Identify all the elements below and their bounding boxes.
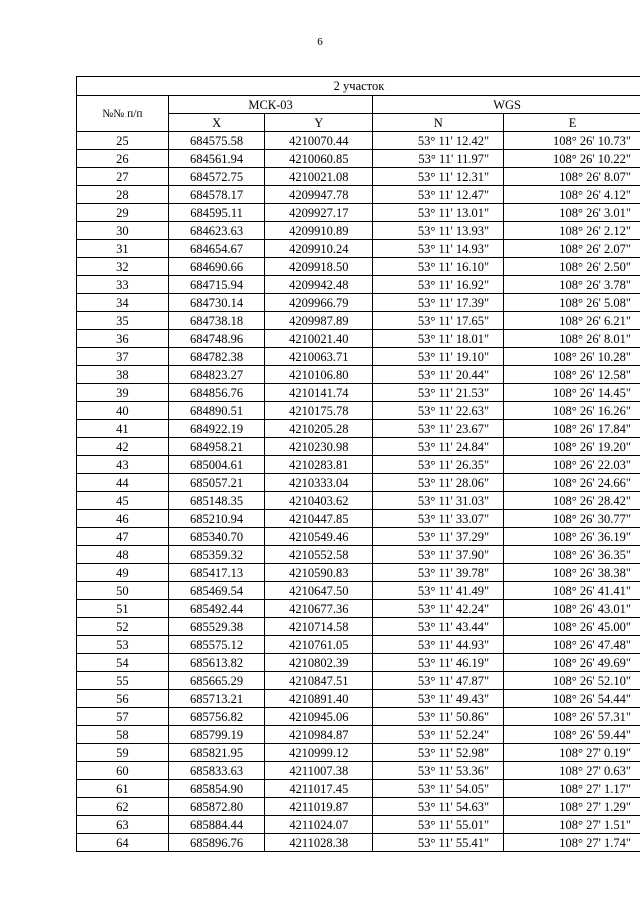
table-row [77,312,640,330]
y-value: 4209942.48 [265,276,373,294]
point-number: 48 [77,546,169,564]
point-number: 52 [77,618,169,636]
point-number: 63 [77,816,169,834]
table-row [77,654,640,672]
table-row [77,762,640,780]
e-value: 108° 26' 30.77" [504,510,640,528]
y-value: 4209927.17 [265,204,373,222]
point-number: 47 [77,528,169,546]
n-value: 53° 11' 13.01" [373,204,504,222]
e-value: 108° 26' 5.08" [504,294,640,312]
e-value: 108° 26' 59.44" [504,726,640,744]
x-value: 685665.29 [168,672,264,690]
x-value: 684595.11 [168,204,264,222]
table-row [77,744,640,762]
e-value: 108° 26' 43.01" [504,600,640,618]
point-number: 53 [77,636,169,654]
table-row [77,456,640,474]
point-number: 42 [77,438,169,456]
n-value: 53° 11' 39.78" [373,564,504,582]
table-row [77,366,640,384]
n-value: 53° 11' 17.39" [373,294,504,312]
e-value: 108° 26' 10.28" [504,348,640,366]
e-value: 108° 26' 16.26" [504,402,640,420]
y-value: 4210060.85 [265,150,373,168]
n-value: 53° 11' 37.90" [373,546,504,564]
y-value: 4209918.50 [265,258,373,276]
n-value: 53° 11' 37.29" [373,528,504,546]
coordinates-table [76,76,640,852]
n-value: 53° 11' 16.10" [373,258,504,276]
y-value: 4211024.07 [265,816,373,834]
n-value: 53° 11' 46.19" [373,654,504,672]
y-value: 4210403.62 [265,492,373,510]
point-number: 41 [77,420,169,438]
e-value: 108° 26' 22.03" [504,456,640,474]
y-value: 4210447.85 [265,510,373,528]
n-value: 53° 11' 43.44" [373,618,504,636]
table-row [77,834,640,852]
table-row [77,474,640,492]
n-value: 53° 11' 21.53" [373,384,504,402]
point-number: 61 [77,780,169,798]
e-value: 108° 26' 8.07" [504,168,640,186]
e-value: 108° 26' 49.69" [504,654,640,672]
page-number: 6 [317,36,323,48]
y-value: 4210590.83 [265,564,373,582]
x-value: 685359.32 [168,546,264,564]
n-header: N [373,114,504,132]
x-value: 684823.27 [168,366,264,384]
table-row [77,636,640,654]
n-value: 53° 11' 19.10" [373,348,504,366]
n-value: 53° 11' 24.84" [373,438,504,456]
n-value: 53° 11' 12.47" [373,186,504,204]
point-number: 39 [77,384,169,402]
x-value: 685821.95 [168,744,264,762]
e-value: 108° 26' 2.50" [504,258,640,276]
table-row [77,150,640,168]
n-value: 53° 11' 49.43" [373,690,504,708]
point-number: 55 [77,672,169,690]
x-value: 684922.19 [168,420,264,438]
section-title: 2 участок [77,77,640,96]
n-value: 53° 11' 11.97" [373,150,504,168]
n-value: 53° 11' 23.67" [373,420,504,438]
x-value: 685057.21 [168,474,264,492]
point-number: 54 [77,654,169,672]
point-number: 45 [77,492,169,510]
x-value: 684561.94 [168,150,264,168]
e-value: 108° 26' 8.01" [504,330,640,348]
point-number: 43 [77,456,169,474]
table-row [77,600,640,618]
y-value: 4210945.06 [265,708,373,726]
point-number: 34 [77,294,169,312]
x-value: 685469.54 [168,582,264,600]
table-row [77,492,640,510]
y-value: 4210677.36 [265,600,373,618]
y-value: 4210647.50 [265,582,373,600]
table-row [77,528,640,546]
e-value: 108° 26' 24.66" [504,474,640,492]
table-row [77,384,640,402]
table-row [77,186,640,204]
x-value: 684890.51 [168,402,264,420]
e-value: 108° 26' 52.10" [504,672,640,690]
x-value: 684715.94 [168,276,264,294]
table-row [77,618,640,636]
n-value: 53° 11' 55.41" [373,834,504,852]
x-value: 685613.82 [168,654,264,672]
x-value: 684748.96 [168,330,264,348]
e-value: 108° 26' 10.73" [504,132,640,150]
table-row [77,348,640,366]
group-header-row [77,96,640,114]
n-value: 53° 11' 16.92" [373,276,504,294]
point-number: 44 [77,474,169,492]
point-number: 32 [77,258,169,276]
point-number: 57 [77,708,169,726]
y-value: 4210761.05 [265,636,373,654]
e-value: 108° 26' 3.78" [504,276,640,294]
e-value: 108° 27' 0.63" [504,762,640,780]
point-number: 51 [77,600,169,618]
x-value: 685340.70 [168,528,264,546]
e-value: 108° 27' 0.19" [504,744,640,762]
x-value: 684782.38 [168,348,264,366]
table-row [77,420,640,438]
x-value: 685575.12 [168,636,264,654]
n-value: 53° 11' 26.35" [373,456,504,474]
e-value: 108° 26' 54.44" [504,690,640,708]
n-value: 53° 11' 31.03" [373,492,504,510]
table-row [77,258,640,276]
e-value: 108° 26' 41.41" [504,582,640,600]
n-value: 53° 11' 20.44" [373,366,504,384]
n-value: 53° 11' 47.87" [373,672,504,690]
point-number: 38 [77,366,169,384]
x-value: 685004.61 [168,456,264,474]
n-value: 53° 11' 53.36" [373,762,504,780]
point-number: 64 [77,834,169,852]
wgs-header: WGS [373,96,640,114]
x-value: 684578.17 [168,186,264,204]
table-row [77,672,640,690]
point-number: 35 [77,312,169,330]
n-value: 53° 11' 42.24" [373,600,504,618]
x-value: 685417.13 [168,564,264,582]
e-value: 108° 26' 2.07" [504,240,640,258]
n-value: 53° 11' 17.65" [373,312,504,330]
n-value: 53° 11' 44.93" [373,636,504,654]
e-header: E [504,114,640,132]
x-value: 685854.90 [168,780,264,798]
point-number: 28 [77,186,169,204]
table-row [77,546,640,564]
point-number: 26 [77,150,169,168]
y-value: 4211028.38 [265,834,373,852]
x-value: 685756.82 [168,708,264,726]
y-value: 4210999.12 [265,744,373,762]
point-number: 56 [77,690,169,708]
table-row [77,402,640,420]
point-number: 29 [77,204,169,222]
y-value: 4210175.78 [265,402,373,420]
n-value: 53° 11' 52.24" [373,726,504,744]
x-value: 685896.76 [168,834,264,852]
y-value: 4210714.58 [265,618,373,636]
x-value: 685833.63 [168,762,264,780]
y-value: 4210552.58 [265,546,373,564]
n-value: 53° 11' 55.01" [373,816,504,834]
e-value: 108° 27' 1.74" [504,834,640,852]
point-number: 25 [77,132,169,150]
e-value: 108° 26' 3.01" [504,204,640,222]
y-value: 4209966.79 [265,294,373,312]
y-value: 4211019.87 [265,798,373,816]
e-value: 108° 26' 36.35" [504,546,640,564]
point-number: 30 [77,222,169,240]
y-value: 4210283.81 [265,456,373,474]
n-value: 53° 11' 28.06" [373,474,504,492]
y-value: 4210802.39 [265,654,373,672]
e-value: 108° 26' 47.48" [504,636,640,654]
x-value: 684730.14 [168,294,264,312]
section-title-row [77,77,640,96]
e-value: 108° 26' 10.22" [504,150,640,168]
x-value: 684575.58 [168,132,264,150]
e-value: 108° 26' 36.19" [504,528,640,546]
table-row [77,222,640,240]
x-value: 684572.75 [168,168,264,186]
e-value: 108° 27' 1.29" [504,798,640,816]
table-row [77,564,640,582]
row-number-header: №№ п/п [77,96,169,132]
e-value: 108° 26' 2.12" [504,222,640,240]
y-value: 4210021.08 [265,168,373,186]
table-row [77,132,640,150]
e-value: 108° 26' 19.20" [504,438,640,456]
e-value: 108° 26' 38.38" [504,564,640,582]
x-value: 684856.76 [168,384,264,402]
e-value: 108° 26' 57.31" [504,708,640,726]
table-row [77,780,640,798]
y-value: 4210205.28 [265,420,373,438]
y-value: 4210549.46 [265,528,373,546]
x-value: 684654.67 [168,240,264,258]
table-row [77,438,640,456]
x-value: 684623.63 [168,222,264,240]
x-value: 685799.19 [168,726,264,744]
y-value: 4211017.45 [265,780,373,798]
point-number: 60 [77,762,169,780]
x-value: 685872.80 [168,798,264,816]
n-value: 53° 11' 14.93" [373,240,504,258]
y-value: 4210984.87 [265,726,373,744]
point-number: 27 [77,168,169,186]
y-value: 4210847.51 [265,672,373,690]
point-number: 49 [77,564,169,582]
n-value: 53° 11' 33.07" [373,510,504,528]
table-row [77,510,640,528]
e-value: 108° 26' 14.45" [504,384,640,402]
point-number: 40 [77,402,169,420]
point-number: 46 [77,510,169,528]
n-value: 53° 11' 18.01" [373,330,504,348]
table-row [77,816,640,834]
point-number: 37 [77,348,169,366]
table-row [77,798,640,816]
e-value: 108° 26' 4.12" [504,186,640,204]
table-row [77,294,640,312]
table-row [77,690,640,708]
n-value: 53° 11' 54.63" [373,798,504,816]
e-value: 108° 26' 6.21" [504,312,640,330]
point-number: 59 [77,744,169,762]
y-header: Y [265,114,373,132]
table-row [77,582,640,600]
y-value: 4210891.40 [265,690,373,708]
table-row [77,168,640,186]
n-value: 53° 11' 52.98" [373,744,504,762]
x-value: 684738.18 [168,312,264,330]
coordinates-table-body [77,77,640,852]
n-value: 53° 11' 50.86" [373,708,504,726]
e-value: 108° 26' 12.58" [504,366,640,384]
e-value: 108° 27' 1.51" [504,816,640,834]
x-header: X [168,114,264,132]
table-row [77,708,640,726]
y-value: 4210063.71 [265,348,373,366]
table-row [77,240,640,258]
e-value: 108° 26' 28.42" [504,492,640,510]
point-number: 33 [77,276,169,294]
table-row [77,726,640,744]
y-value: 4211007.38 [265,762,373,780]
x-value: 685210.94 [168,510,264,528]
x-value: 685529.38 [168,618,264,636]
n-value: 53° 11' 22.63" [373,402,504,420]
x-value: 684690.66 [168,258,264,276]
y-value: 4210230.98 [265,438,373,456]
y-value: 4210333.04 [265,474,373,492]
n-value: 53° 11' 41.49" [373,582,504,600]
n-value: 53° 11' 12.42" [373,132,504,150]
x-value: 684958.21 [168,438,264,456]
table-row [77,330,640,348]
point-number: 58 [77,726,169,744]
e-value: 108° 27' 1.17" [504,780,640,798]
y-value: 4209910.24 [265,240,373,258]
n-value: 53° 11' 13.93" [373,222,504,240]
y-value: 4209947.78 [265,186,373,204]
x-value: 685148.35 [168,492,264,510]
y-value: 4209987.89 [265,312,373,330]
x-value: 685492.44 [168,600,264,618]
y-value: 4210141.74 [265,384,373,402]
point-number: 36 [77,330,169,348]
n-value: 53° 11' 54.05" [373,780,504,798]
n-value: 53° 11' 12.31" [373,168,504,186]
y-value: 4210021.40 [265,330,373,348]
table-row [77,204,640,222]
table-row [77,276,640,294]
point-number: 31 [77,240,169,258]
y-value: 4209910.89 [265,222,373,240]
point-number: 50 [77,582,169,600]
y-value: 4210070.44 [265,132,373,150]
msk-header: МСК-03 [168,96,372,114]
e-value: 108° 26' 17.84" [504,420,640,438]
y-value: 4210106.80 [265,366,373,384]
x-value: 685713.21 [168,690,264,708]
x-value: 685884.44 [168,816,264,834]
e-value: 108° 26' 45.00" [504,618,640,636]
point-number: 62 [77,798,169,816]
